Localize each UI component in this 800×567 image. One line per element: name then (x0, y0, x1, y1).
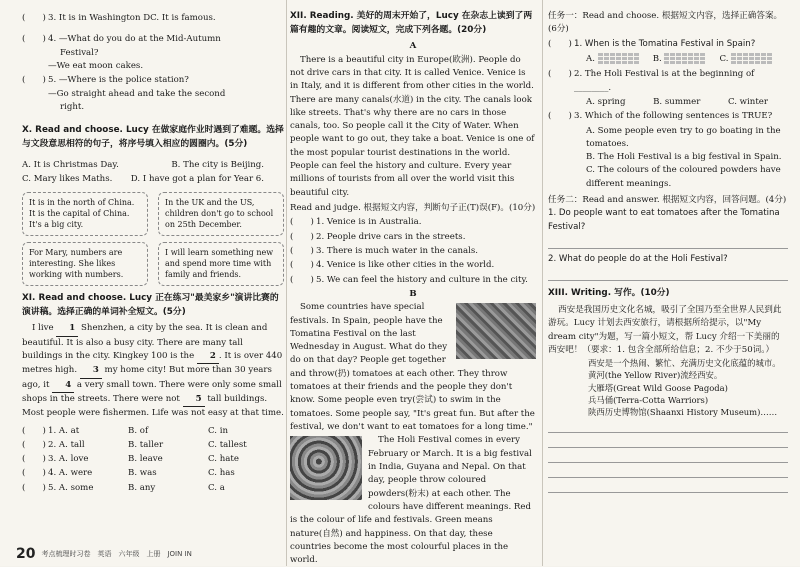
answer-paren[interactable]: ( ) (22, 482, 46, 493)
question-line: right. (60, 101, 85, 112)
passage-b-part2: The Holi Festival comes in every February or March. It is a big festival in India, Guyana and Nepal. On that day, people throw coloured powders(粉末) at each other. The colours have different meanings. Red is the colour of life and festivals. Green means nature(自然) and happiness. On that day, these countries become the most colourful places in the world. (290, 435, 532, 566)
choice-row-1: ( ) 1. A. at B. of C. in (22, 425, 284, 438)
question-text: 3. It is in Washington DC. It is famous. (48, 13, 216, 23)
column-right (548, 0, 788, 493)
passage-b-label: B (409, 288, 417, 299)
calendar-option-a[interactable]: A. (586, 53, 639, 66)
question-5 (22, 74, 284, 114)
writing-line[interactable] (548, 433, 788, 448)
calendar-option-b[interactable]: B. (653, 53, 706, 66)
writing-line[interactable] (548, 478, 788, 493)
answer-paren[interactable]: ( ) (548, 111, 572, 122)
tf-item-2: ( ) 2. People drive cars in the streets. (290, 231, 536, 244)
q2-options: A. spring B. summer C. winter (586, 96, 768, 107)
section-xii-title: XII. Reading. 美好的周末开始了，Lucy 在杂志上读到了两篇有趣的文章。阅读短文，完成下列各题。(20分) (290, 11, 533, 35)
sentence-box-2[interactable]: In the UK and the US, children don't go to school on 25th December. (158, 192, 284, 236)
choice-q2: ( ) 2. The Holi Festival is at the beginning of ________. (548, 69, 755, 93)
section-x-title: X. Read and choose. Lucy 在做家庭作业时遇到了难题。选择与文段意思相符的句子，将序号填入相应的圆圈内。(5分) (22, 125, 284, 149)
answer-question-2: 2. What do people do at the Holi Festival? (548, 254, 728, 264)
q3-option-b: B. The Holi Festival is a big festival in Spain. (586, 152, 782, 163)
question-line: 4. —What do you do at the Mid-Autumn (48, 34, 221, 45)
question-4 (22, 33, 284, 73)
page-number: 20 (16, 546, 36, 562)
answer-paren[interactable]: ( ) (22, 454, 46, 465)
blank-4[interactable]: 4 (52, 379, 74, 393)
writing-prompt: 西安是我国历史文化名城，吸引了全国乃至全世界人民到此游玩。Lucy 计划去西安旅行，请根据所给提示，以"My dream city"为题，写一篇小短文，帮 Lucy 介绍一下美丽的西安吧！（要求：1. 包含全部所给信息；2. 不少于50词。） (548, 304, 782, 355)
option-d: D. I have got a plan for Year 6. (130, 173, 264, 184)
writing-line[interactable] (548, 463, 788, 478)
calendar-icon (731, 53, 772, 64)
answer-line[interactable] (548, 234, 788, 249)
answer-paren[interactable]: ( ) (290, 245, 314, 256)
question-line: 5. —Where is the police station? (48, 75, 189, 86)
hint: 兵马俑(Terra-Cotta Warriors) (588, 394, 709, 405)
holi-photo (290, 436, 362, 500)
blank-1[interactable]: 1 (56, 322, 78, 336)
section-xi-title: XI. Read and choose. Lucy 正在练习"最美家乡"演讲比赛的演讲稿。选择正确的单词补全短文。(5分) (22, 293, 279, 317)
blank-3[interactable]: 3 (80, 364, 102, 378)
option-a: A. It is Christmas Day. (22, 160, 119, 171)
passage-a-label: A (409, 41, 417, 52)
cloze-passage: I live 1 Shenzhen, a city by the sea. It is clean and beautiful. It is also a busy city. There are many tall buildings in the city. Kingkey 100 is the 2 . It is over 440 metres high. 3 my home city! But more than 30 years ago, it 4 a very small town. There were only some small shops in the streets. There were not 5 tall buildings. Most people were fishermen. Life was not easy at that time. (22, 323, 284, 419)
choice-row-3: ( ) 3. A. love B. leave C. hate (22, 453, 284, 466)
question-line: —We eat moon cakes. (48, 60, 144, 71)
choice-row-2: ( ) 2. A. tall B. taller C. tallest (22, 439, 284, 452)
task1-title: 任务一：Read and choose. 根据短文内容，选择正确答案。(6分) (548, 11, 783, 35)
calendar-option-c[interactable]: C. (719, 53, 772, 66)
blank-5[interactable]: 5 (183, 393, 205, 407)
answer-paren[interactable]: ( ) (22, 439, 46, 450)
column-divider (286, 0, 287, 566)
tf-item-3: ( ) 3. There is much water in the canals. (290, 245, 536, 258)
cloze-choices (22, 425, 284, 496)
column-middle (290, 0, 536, 567)
calendar-icon (598, 53, 639, 64)
tomatina-photo (456, 303, 536, 359)
hint: 西安是一个热闹、繁忙、充满历史文化底蕴的城市。 (588, 358, 781, 369)
passage-a: There is a beautiful city in Europe(欧洲). People do not drive cars in that city. It is called Venice. Venice is in Italy, and it is different from other cities in the world. There are many canals(水道) in the city. The canals look like streets. That's why there are no cars in those canals, too. So people call it the City of Water. When people want to go out, they take a boat. Venice is one of the most popular tourist destinations in the world. People can feel the history and culture. Every year millions of tourists from all over the world visit this beautiful city. (290, 54, 535, 198)
column-left (22, 0, 284, 496)
answer-paren[interactable]: ( ) (290, 217, 314, 228)
choice-q3: ( ) 3. Which of the following sentences is TRUE? (548, 110, 788, 123)
answer-boxes (22, 192, 284, 286)
options-row (22, 159, 284, 172)
footer-text: 考点梳理时习卷 英语 六年级 上册 JOIN IN (41, 550, 192, 558)
task2-title: 任务二：Read and answer. 根据短文内容，回答问题。(4分) (548, 195, 787, 206)
choice-q1: ( ) 1. When is the Tomatina Festival in Spain? (548, 38, 788, 51)
page-footer (16, 546, 192, 562)
sentence-box-4[interactable]: I will learn something new and spend more time with family and friends. (158, 242, 284, 286)
calendar-icon (664, 53, 705, 64)
sentence-box-1[interactable]: It is in the north of China. It is the capital of China. It's a big city. (22, 192, 148, 236)
calendar-options (548, 53, 788, 66)
blank-2[interactable]: 2 (197, 350, 219, 364)
section-xiii-title: XIII. Writing. 写作。(10分) (548, 288, 670, 299)
answer-paren[interactable]: ( ) (290, 274, 314, 285)
answer-paren[interactable]: ( ) (548, 69, 572, 80)
tf-item-4: ( ) 4. Venice is like other cities in the world. (290, 259, 536, 272)
passage-b-part1: Some countries have special festivals. In Spain, people have the Tomatina Festival on the last Wednesday in August. What do they do on that day? People get together and throw(扔) tomatoes at each other. They throw tomatoes at their friends and the people they don't know. Some people even try(尝试) to swim in the tomatoes. Some people say, "It's great fun. But after the festival, we don't want to eat tomatoes for a long time." (290, 302, 535, 432)
writing-hints (548, 357, 788, 418)
option-c: C. Mary likes Maths. (22, 173, 113, 184)
writing-line[interactable] (548, 418, 788, 433)
choice-row-4: ( ) 4. A. were B. was C. has (22, 467, 284, 480)
choice-row-5: ( ) 5. A. some B. any C. a (22, 482, 284, 495)
option-b: B. The city is Beijing. (171, 160, 264, 171)
question-line: —Go straight ahead and take the second (48, 88, 226, 99)
hint: 大雁塔(Great Wild Goose Pagoda) (588, 382, 728, 393)
options-row (22, 173, 284, 186)
hint: 黄河(the Yellow River)流经西安。 (588, 370, 723, 381)
answer-paren[interactable]: ( ) (290, 231, 314, 242)
question-3 (22, 12, 284, 25)
tf-item-5: ( ) 5. We can feel the history and culture in the city. (290, 274, 536, 287)
column-divider (542, 0, 543, 566)
answer-paren[interactable]: ( ) (548, 38, 572, 49)
tf-instructions: Read and judge. 根据短文内容，判断句子正(T)误(F)。(10分) (290, 203, 536, 213)
q3-option-a: A. Some people even try to go boating in the tomatoes. (586, 125, 781, 149)
answer-paren[interactable]: ( ) (290, 260, 314, 271)
tf-item-1: ( ) 1. Venice is in Australia. (290, 216, 536, 229)
answer-paren[interactable]: ( ) (22, 34, 46, 45)
writing-line[interactable] (548, 448, 788, 463)
sentence-box-3[interactable]: For Mary, numbers are interesting. She likes working with numbers. (22, 242, 148, 286)
answer-paren[interactable]: ( ) (22, 468, 46, 479)
answer-paren[interactable]: ( ) (22, 425, 46, 436)
question-line: Festival? (60, 47, 99, 58)
answer-question-1: 1. Do people want to eat tomatoes after the Tomatina Festival? (548, 208, 780, 232)
answer-line[interactable] (548, 266, 788, 281)
hint: 陕西历史博物馆(Shaanxi History Museum)…… (588, 406, 778, 417)
q3-option-c: C. The colours of the coloured powders have different meanings. (586, 165, 781, 189)
answer-paren[interactable]: ( ) (22, 13, 46, 23)
answer-paren[interactable]: ( ) (22, 75, 46, 86)
